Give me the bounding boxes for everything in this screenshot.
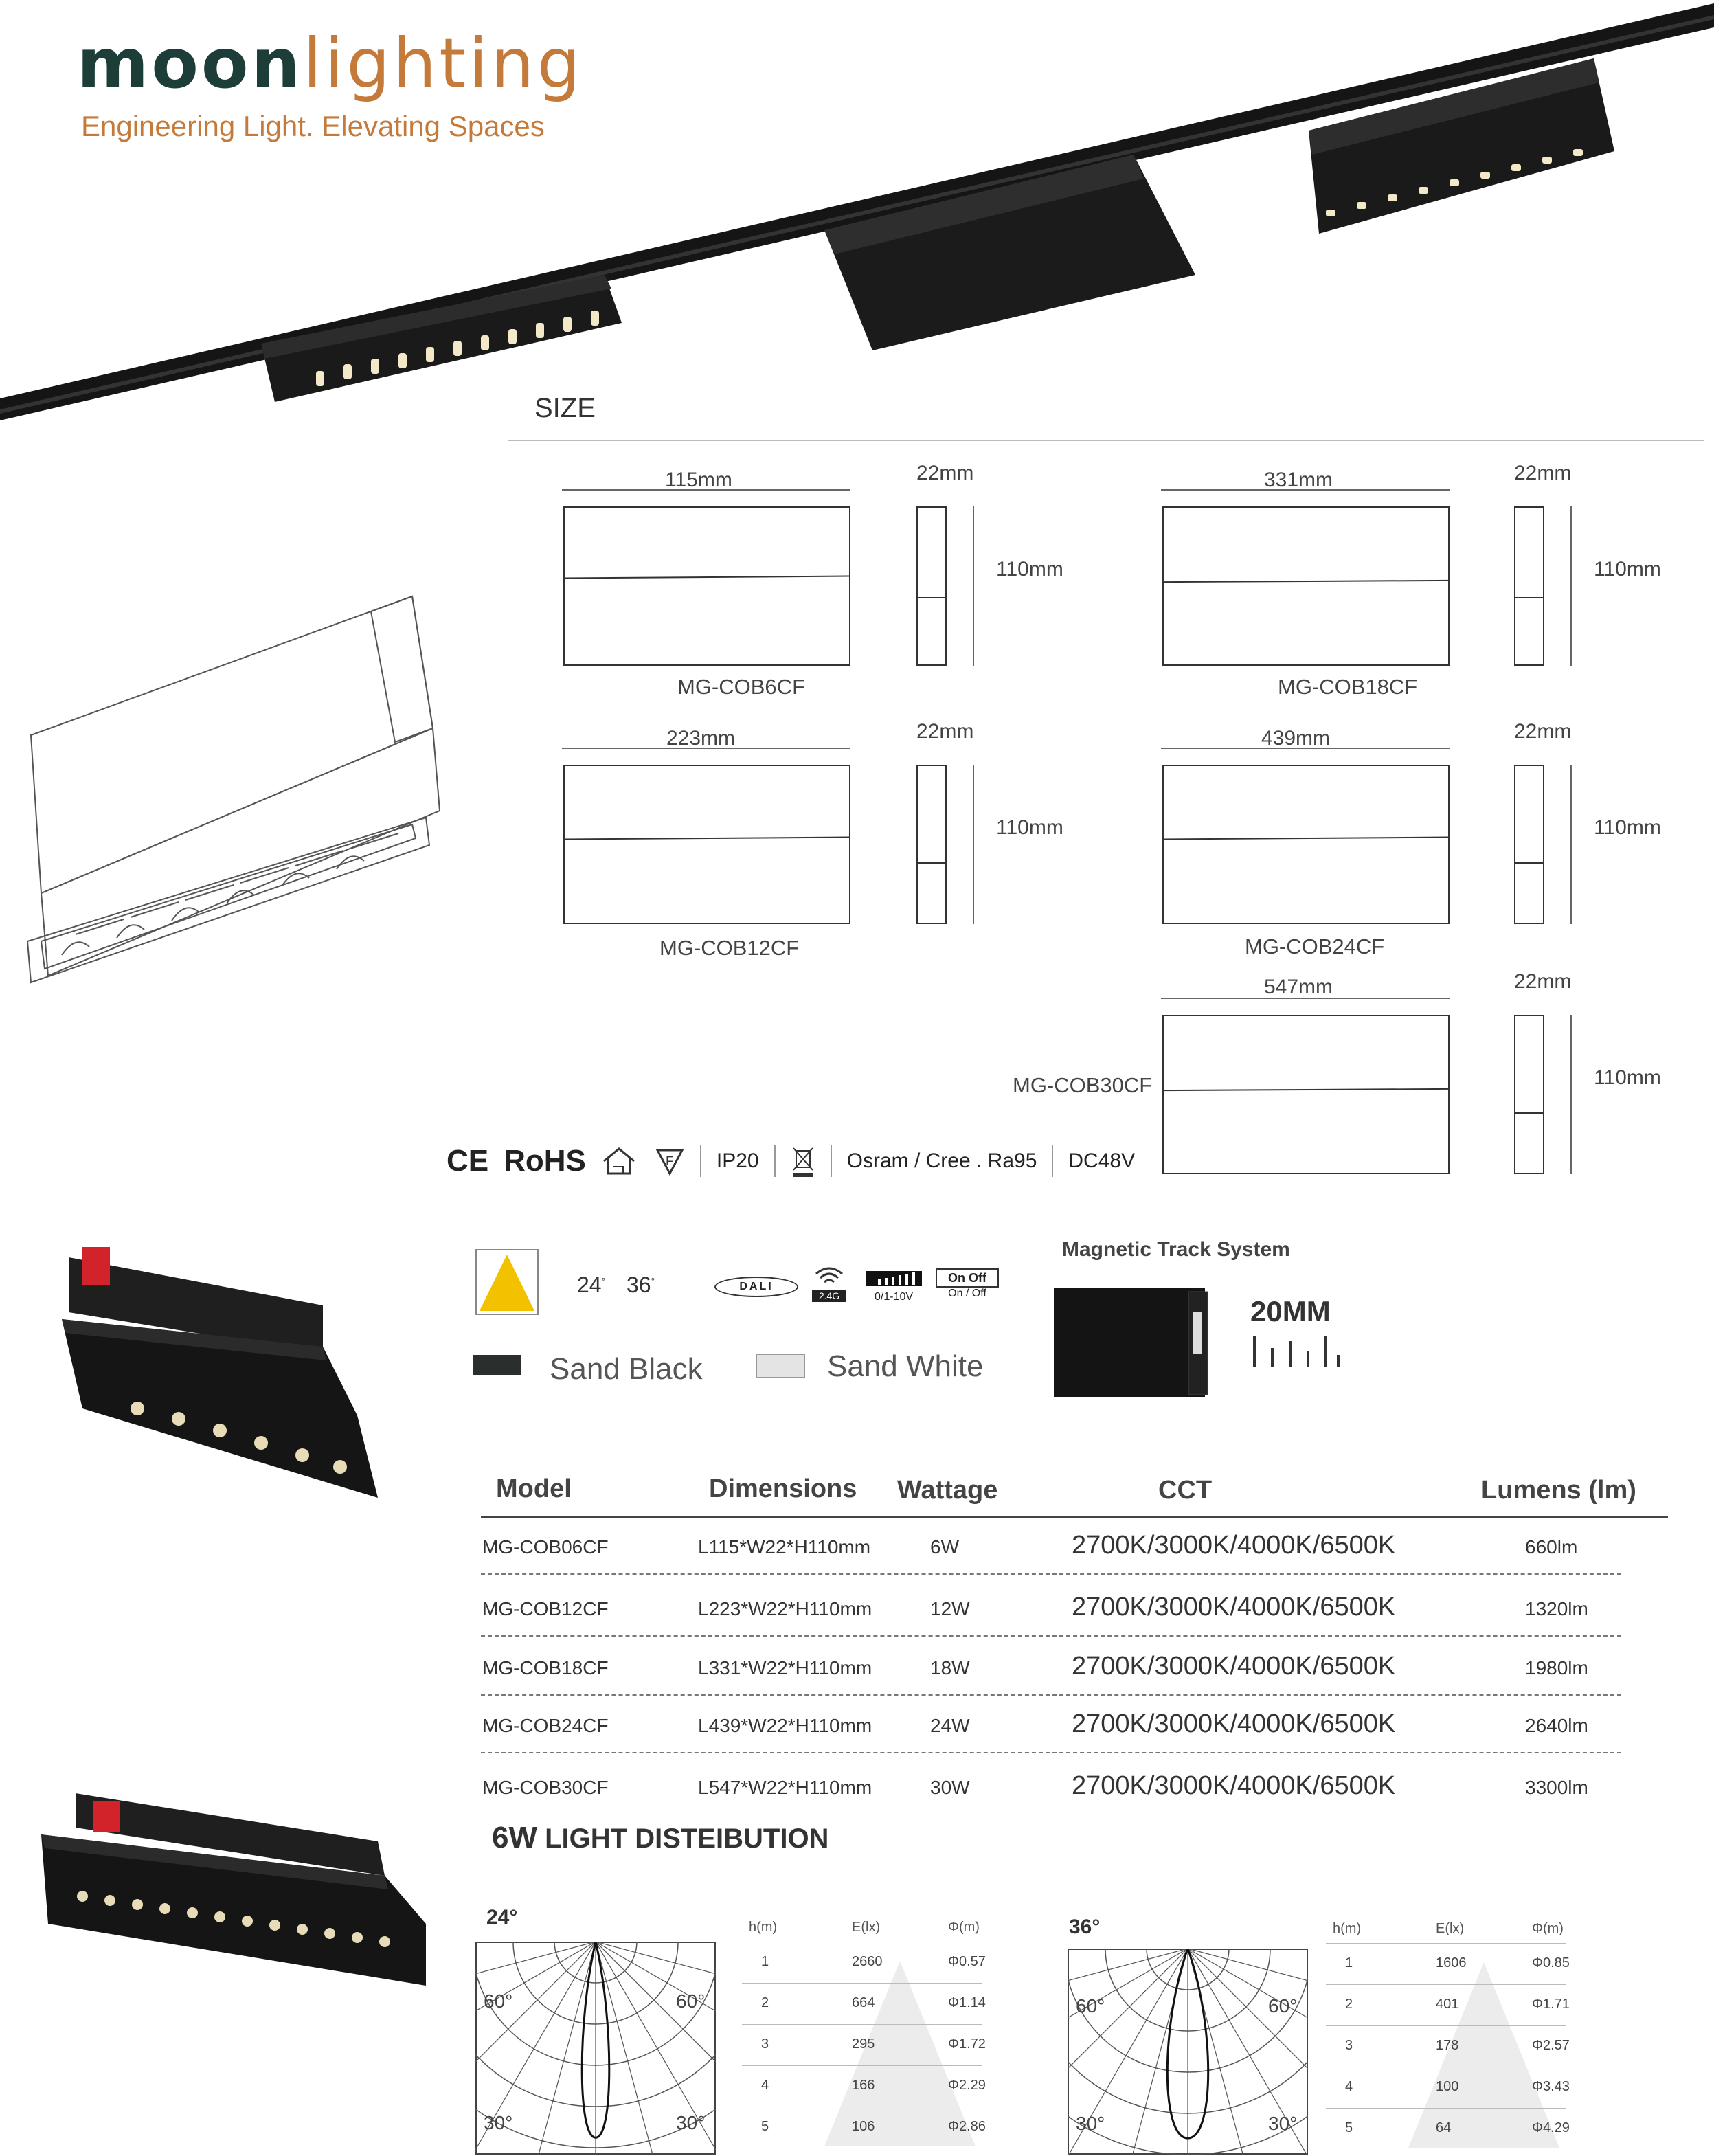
dist-table-cell: 295 bbox=[852, 2036, 875, 2052]
separator bbox=[774, 1145, 776, 1177]
chip-info: Osram / Cree . Ra95 bbox=[846, 1149, 1037, 1172]
dist-table-cell: 64 bbox=[1436, 2120, 1452, 2135]
spec-cell-cct: 2700K/3000K/4000K/6500K bbox=[1072, 1652, 1396, 1681]
model-3-side-view bbox=[916, 765, 947, 924]
brand-tagline: Engineering Light. Elevating Spaces bbox=[81, 110, 545, 142]
spec-row-divider bbox=[481, 1573, 1621, 1575]
rohs-mark: RoHS bbox=[504, 1144, 586, 1178]
spec-cell-cct: 2700K/3000K/4000K/6500K bbox=[1072, 1771, 1396, 1800]
product-photo-6w bbox=[55, 1244, 385, 1505]
model-3-length-line bbox=[562, 748, 850, 749]
hero-track-illustration bbox=[0, 0, 1714, 426]
spec-cell-dimensions: L331*W22*H110mm bbox=[698, 1657, 872, 1678]
dist-table-cell: 2 bbox=[761, 1995, 769, 2010]
model-4-label: MG-COB24CF bbox=[1245, 934, 1385, 958]
size-divider bbox=[508, 440, 1704, 441]
dist-table-cell: 1 bbox=[761, 1954, 769, 1969]
dist-table-header: Φ(m) bbox=[1532, 1921, 1564, 1936]
spec-cell-model: MG-COB18CF bbox=[482, 1657, 609, 1678]
dist-table-header: h(m) bbox=[1333, 1921, 1362, 1936]
dist-table-cell: 1606 bbox=[1436, 1955, 1467, 1970]
spec-cell-wattage: 12W bbox=[930, 1598, 970, 1619]
polar-angle-label: 30° bbox=[1076, 2113, 1105, 2134]
dist-table-cell: 2 bbox=[1345, 1997, 1353, 2012]
model-2-side-view bbox=[1514, 506, 1544, 666]
dist-table-rule bbox=[1326, 1984, 1566, 1985]
polar-angle-label: 30° bbox=[484, 2111, 513, 2133]
model-4-side-view bbox=[1514, 765, 1544, 924]
polar-angle-label: 60° bbox=[1268, 1995, 1298, 2017]
spec-cell-wattage: 30W bbox=[930, 1777, 970, 1798]
model-1-label: MG-COB6CF bbox=[677, 675, 805, 699]
spec-header-rule bbox=[481, 1516, 1668, 1518]
spec-header-lumens: Lumens (lm) bbox=[1481, 1476, 1636, 1505]
dist-table-rule bbox=[742, 2024, 982, 2025]
model-3-length: 223mm bbox=[666, 727, 736, 750]
model-3-front-view bbox=[563, 765, 850, 924]
model-4-height-line bbox=[1570, 765, 1572, 924]
onoff-label: On / Off bbox=[948, 1288, 986, 1299]
indoor-house-icon bbox=[601, 1146, 640, 1176]
dist-table-cell: 1 bbox=[1345, 1955, 1353, 1970]
model-4-length-line bbox=[1161, 748, 1450, 749]
dist-table-rule bbox=[1326, 2025, 1566, 2026]
dist-table-cell: 5 bbox=[1345, 2120, 1353, 2135]
dist-table-cell: Φ3.43 bbox=[1532, 2079, 1570, 2094]
spec-row-divider bbox=[481, 1635, 1621, 1637]
model-2-length: 331mm bbox=[1264, 469, 1333, 491]
spec-cell-lumens: 1980lm bbox=[1525, 1657, 1588, 1678]
wireless-icon bbox=[812, 1263, 846, 1303]
product-photo-12w bbox=[27, 1779, 440, 1999]
separator bbox=[1052, 1145, 1053, 1177]
spec-cell-wattage: 6W bbox=[930, 1536, 959, 1558]
onoff-icon bbox=[936, 1268, 999, 1300]
hero-spotlight-left bbox=[261, 275, 622, 402]
polar-spoke bbox=[475, 1942, 596, 2030]
spec-header-dimensions: Dimensions bbox=[709, 1474, 857, 1503]
model-5-length-line bbox=[1161, 998, 1450, 999]
model-4-height: 110mm bbox=[1594, 816, 1661, 839]
dist-table-cell: 178 bbox=[1436, 2038, 1459, 2053]
chart-1-angle: 24° bbox=[486, 1906, 518, 1929]
spec-header-model: Model bbox=[496, 1474, 572, 1503]
spec-cell-model: MG-COB24CF bbox=[482, 1715, 609, 1736]
dist-table-cell: 2660 bbox=[852, 1954, 883, 1969]
spec-cell-model: MG-COB30CF bbox=[482, 1777, 609, 1798]
polar-angle-label: 60° bbox=[484, 1990, 513, 2012]
distribution-power: 6W bbox=[492, 1821, 537, 1854]
dist-table-rule bbox=[1326, 2108, 1566, 2109]
dist-table-cell: Φ2.57 bbox=[1532, 2038, 1570, 2053]
model-1-height: 110mm bbox=[996, 558, 1063, 581]
beam-angle-icon bbox=[475, 1249, 539, 1315]
model-5-label: MG-COB30CF bbox=[1013, 1073, 1153, 1097]
color-swatch-sand-black bbox=[473, 1355, 521, 1375]
model-2-height-line bbox=[1570, 506, 1572, 666]
dist-table-cell: Φ1.71 bbox=[1532, 1997, 1570, 2012]
track-system-title: Magnetic Track System bbox=[1062, 1238, 1290, 1261]
color-swatch-sand-white bbox=[756, 1354, 805, 1378]
ip-rating: IP20 bbox=[716, 1149, 759, 1172]
onoff-badge: On Off bbox=[936, 1268, 999, 1288]
dist-table-cell: 401 bbox=[1436, 1997, 1459, 2012]
dist-table-cell: Φ0.57 bbox=[948, 1954, 986, 1969]
dali-badge: DALI bbox=[714, 1277, 798, 1297]
model-3-width: 22mm bbox=[916, 720, 974, 743]
model-5-side-view bbox=[1514, 1015, 1544, 1174]
model-2-front-view bbox=[1162, 506, 1450, 666]
model-3-label: MG-COB12CF bbox=[659, 936, 800, 960]
track-profile-image bbox=[1051, 1285, 1216, 1402]
dist-table-header: h(m) bbox=[749, 1920, 778, 1935]
dist-table-cell: 4 bbox=[1345, 2079, 1353, 2094]
fixture-line-drawing bbox=[21, 591, 447, 989]
polar-angle-label: 30° bbox=[676, 2111, 706, 2133]
spec-cell-dimensions: L223*W22*H110mm bbox=[698, 1598, 872, 1619]
dist-table-cell: 4 bbox=[761, 2078, 769, 2093]
model-5-front-view bbox=[1162, 1015, 1450, 1174]
spec-cell-cct: 2700K/3000K/4000K/6500K bbox=[1072, 1593, 1396, 1621]
spec-cell-lumens: 660lm bbox=[1525, 1536, 1578, 1558]
model-5-height-line bbox=[1570, 1015, 1572, 1174]
spec-cell-lumens: 3300lm bbox=[1525, 1777, 1588, 1798]
polar-angle-label: 60° bbox=[1076, 1995, 1105, 2017]
distribution-title-text: LIGHT DISTEIBUTION bbox=[545, 1823, 829, 1854]
dist-table-cell: 166 bbox=[852, 2078, 875, 2093]
dist-table-cell: 100 bbox=[1436, 2079, 1459, 2094]
dist-table-cell: 106 bbox=[852, 2119, 875, 2134]
dist-table-cell: 3 bbox=[1345, 2038, 1353, 2053]
analog-dimming-icon bbox=[864, 1270, 923, 1303]
spec-header-wattage: Wattage bbox=[897, 1476, 998, 1505]
beam-angle-2: 36° bbox=[627, 1272, 655, 1297]
spec-cell-dimensions: L115*W22*H110mm bbox=[698, 1536, 871, 1558]
model-5-width: 22mm bbox=[1514, 970, 1572, 993]
model-1-height-line bbox=[973, 506, 974, 666]
spec-row-divider bbox=[481, 1752, 1621, 1753]
separator bbox=[831, 1145, 832, 1177]
model-5-length: 547mm bbox=[1264, 976, 1333, 998]
dist-table-cell: Φ0.85 bbox=[1532, 1955, 1570, 1970]
model-5-height: 110mm bbox=[1594, 1066, 1661, 1089]
polar-angle-label: 30° bbox=[1268, 2113, 1298, 2134]
size-section-title: SIZE bbox=[534, 393, 596, 423]
spec-cell-cct: 2700K/3000K/4000K/6500K bbox=[1072, 1531, 1396, 1560]
weee-bin-icon bbox=[791, 1144, 815, 1178]
spec-cell-lumens: 1320lm bbox=[1525, 1598, 1588, 1619]
dist-table-rule bbox=[742, 2065, 982, 2066]
dist-table-cell: 3 bbox=[761, 2036, 769, 2052]
dist-table-cell: Φ1.72 bbox=[948, 2036, 986, 2052]
dist-table-header: E(lx) bbox=[852, 1920, 881, 1935]
dist-table-cell: Φ4.29 bbox=[1532, 2120, 1570, 2135]
model-2-height: 110mm bbox=[1594, 558, 1661, 581]
model-2-label: MG-COB18CF bbox=[1278, 675, 1418, 699]
model-3-height-line bbox=[973, 765, 974, 924]
chart-2-angle: 36° bbox=[1069, 1916, 1101, 1938]
brand-name-part2: lighting bbox=[302, 23, 584, 104]
spec-cell-dimensions: L547*W22*H110mm bbox=[698, 1777, 872, 1798]
spec-cell-wattage: 24W bbox=[930, 1715, 970, 1736]
model-2-length-line bbox=[1161, 489, 1450, 491]
f-mark-icon bbox=[655, 1146, 685, 1176]
model-1-length-line bbox=[562, 489, 850, 491]
color-label-sand-white: Sand White bbox=[827, 1349, 984, 1383]
dist-table-cell: Φ1.14 bbox=[948, 1995, 986, 2010]
spec-cell-wattage: 18W bbox=[930, 1657, 970, 1678]
polar-spoke bbox=[596, 1942, 716, 2030]
model-1-side-view bbox=[916, 506, 947, 666]
polar-angle-label: 60° bbox=[676, 1990, 706, 2012]
spec-cell-cct: 2700K/3000K/4000K/6500K bbox=[1072, 1709, 1396, 1738]
separator bbox=[700, 1145, 701, 1177]
polar-spoke bbox=[475, 1942, 596, 2112]
dist-table-cell: Φ2.29 bbox=[948, 2078, 986, 2093]
voltage: DC48V bbox=[1068, 1149, 1136, 1172]
dist-table-cell: 664 bbox=[852, 1995, 875, 2010]
model-1-length: 115mm bbox=[665, 469, 732, 491]
spec-cell-dimensions: L439*W22*H110mm bbox=[698, 1715, 872, 1736]
wireless-label: 2.4G bbox=[812, 1290, 846, 1302]
model-3-height: 110mm bbox=[996, 816, 1063, 839]
dist-table-rule bbox=[1326, 1943, 1566, 1944]
distribution-title bbox=[492, 1821, 828, 1855]
dist-table-header: E(lx) bbox=[1436, 1921, 1465, 1936]
analog-label: 0/1-10V bbox=[874, 1291, 914, 1303]
dist-table-cell: Φ2.86 bbox=[948, 2119, 986, 2134]
spec-cell-lumens: 2640lm bbox=[1525, 1715, 1588, 1736]
brand-name-part1: moon bbox=[77, 23, 303, 104]
polar-chart-2 bbox=[1068, 1949, 1308, 2155]
spec-row-divider bbox=[481, 1694, 1621, 1696]
track-profile-ticks bbox=[1252, 1334, 1341, 1369]
polar-spoke bbox=[1068, 1949, 1188, 2034]
polar-chart-1 bbox=[475, 1942, 716, 2155]
beam-angle-1: 24° bbox=[577, 1272, 606, 1297]
dist-table-rule bbox=[742, 1983, 982, 1984]
spec-cell-model: MG-COB12CF bbox=[482, 1598, 609, 1619]
dist-table-header: Φ(m) bbox=[948, 1920, 980, 1935]
polar-spoke bbox=[1188, 1949, 1308, 2034]
model-4-length: 439mm bbox=[1261, 727, 1331, 750]
model-1-width: 22mm bbox=[916, 462, 974, 484]
spec-header-cct: CCT bbox=[1158, 1476, 1213, 1505]
model-2-width: 22mm bbox=[1514, 462, 1572, 484]
ce-mark: CE bbox=[447, 1144, 489, 1178]
dist-table-cell: 5 bbox=[761, 2119, 769, 2134]
svg-text:F: F bbox=[665, 1154, 673, 1168]
model-4-front-view bbox=[1162, 765, 1450, 924]
track-size: 20MM bbox=[1250, 1295, 1331, 1327]
model-1-front-view bbox=[563, 506, 850, 666]
polar-spoke bbox=[596, 1942, 716, 2112]
model-4-width: 22mm bbox=[1514, 720, 1572, 743]
color-label-sand-black: Sand Black bbox=[550, 1352, 703, 1386]
spec-cell-model: MG-COB06CF bbox=[482, 1536, 609, 1558]
certifications-row bbox=[447, 1144, 1135, 1178]
